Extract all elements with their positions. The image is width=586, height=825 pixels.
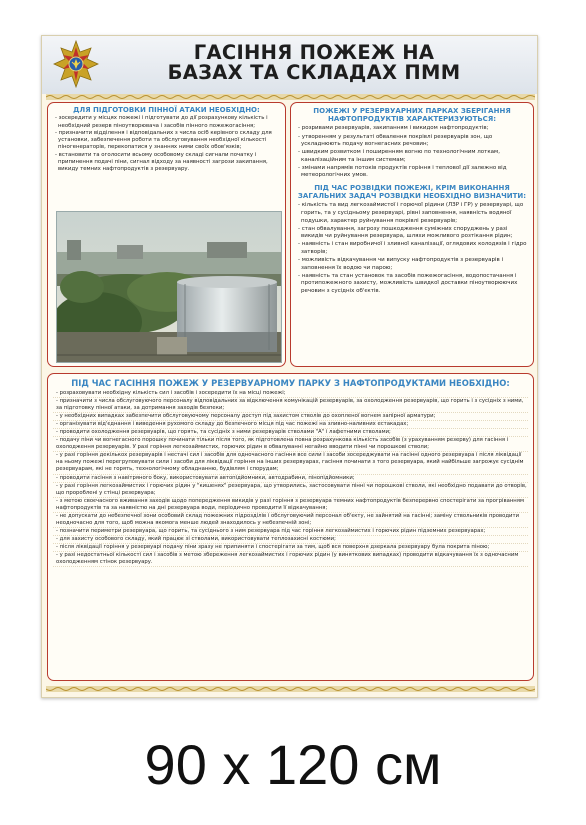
oil-tank-photo — [56, 211, 282, 363]
top-ornament — [46, 94, 535, 100]
list-item: - у разі горіння декількох резервуарів і нестачі сил і засобів для одночасного гасіння все сили і засоби зосереджувати на гасінні одного резервуара і після ліквідації на ньому пожежі перегруповувати сили і засоби для ліквідації горіння на інших резервуарах, гасіння починати з того резервуара, який найбільше загрожує сусіднім резервуарам, які не горять, технологічному обладнанню, будівлям і спорудам; — [53, 452, 528, 474]
list-item: - наявність і стан виробничої і зливної каналізації, оглядових колодязів і гідро затворів; — [298, 241, 527, 256]
fire-characteristics-heading: ПОЖЕЖІ У РЕЗЕРВУАРНИХ ПАРКАХ ЗБЕРІГАННЯ НАФТОПРОДУКТІВ ХАРАКТЕРИЗУЮТЬСЯ: — [313, 107, 511, 124]
fire-characteristics-list — [291, 125, 533, 180]
list-item: - проводити охолодження резервуарів, що горять, та сусідніх з ними резервуарів стволами "А" і лафетними стволами; — [53, 429, 528, 437]
title-line-2: БАЗАХ ТА СКЛАДАХ ПММ — [167, 61, 461, 84]
foam-attack-section — [47, 102, 286, 367]
reconnaissance-list — [291, 202, 533, 295]
list-item: - подачу піни чи вогнегасного порошку починати тільки після того, як підготовлена повна розрахункова кількість засобів (з урахуванням резерву) для гасіння і охолодження резервуарів. У разі горіння легкозаймистих, горючих рідин в обвалуванні негайно вводити пінні чи порошкові стволи; — [53, 437, 528, 452]
list-item: - призначити з числа обслуговуючого персоналу відповідальних за відключення комунікацій резервуарів, за охолодження резервуарів, що горить і з сусідніх з ними, за підготовку пінної атаки, за дотримання заходів безпеки; — [53, 398, 528, 413]
list-item: - розривами резервуарів, закипанням і викидом нафтопродуктів; — [298, 125, 489, 132]
list-item: - наявність та стан установок та засобів пожежогасіння, водопостачання і протипожежного захисту, можливість швидкої доставки піноутворюючих речовин з сусідніх об'єктів. — [298, 272, 518, 294]
list-item: - після ліквідації горіння у резервуарі подачу піни зразу не припиняти і спостерігати за тим, щоб вся поверхня дзеркала резервуару була покрита піною; — [53, 544, 528, 552]
list-item: - встановити та оголосити всьому особовому складі сигнали початку і припинення подачі піни, сигнал відходу за наявності загрози закипання, викиду темних нафтопродуктів з резервуару. — [55, 151, 268, 173]
bottom-ornament — [46, 686, 535, 692]
cross-emblem-icon — [51, 39, 101, 89]
list-item: - розраховувати необхідну кількість сил і засобів і зосередити їх на місці пожежі; — [53, 390, 528, 398]
reconnaissance-heading: ПІД ЧАС РОЗВІДКИ ПОЖЕЖІ, КРІМ ВИКОНАННЯ ЗАГАЛЬНИХ ЗАДАЧ РОЗВІДКИ НЕОБХІДНО ВИЗНАЧИТИ: — [297, 184, 527, 201]
oil-tank-illustration — [57, 212, 282, 363]
list-item: - організувати від'єднання і виведення рухомого складу до безпечного місця під час пожежі на зливно-наливних естакадах; — [53, 421, 528, 429]
list-item: - призначити відділення і відповідальних з числа осіб керівного складу для установки, забезпечення роботи та обслуговування необхідної кількості піногенераторів, перекопатися у знаннях ними своїх обов'язків; — [55, 129, 272, 151]
list-item: - утворенням у результаті обвалення покрівлі резервуарів зон, що ускладнюють подачу вогнегасних речовин; — [298, 133, 493, 148]
list-item: - кількість та вид легкозаймистої і горючої рідини (ЛЗР і ГР) у резервуарі, що горить, та у сусідньому резервуарі, рівні заповнення, наявність водяної подушки, характер руйнування покрівлі резервуарів; — [298, 202, 524, 224]
list-item: - швидким розвитком і поширенням вогню по технологічним лоткам, каналізаційним та іншим системам; — [298, 149, 500, 163]
list-item: - змінами напрямів потоків продуктів горіння і теплової дії залежно від метеорологічних умов. — [298, 164, 507, 179]
list-item: - у разі горіння легкозаймистих і горючих рідин у "кишенях" резервуара, що утворились, застосовувати пінні чи порошкові стволи, які необхідно подавати до отворів, що пророблені у стінці резервуара; — [53, 483, 528, 498]
poster-header — [42, 36, 537, 94]
list-item: - проводити гасіння з навітряного боку, використовувати автопідйомники, автодрабини, пінопідйомники; — [53, 475, 528, 483]
title-line-1: ГАСІННЯ ПОЖЕЖ НА — [193, 41, 435, 64]
page-title — [104, 43, 524, 83]
list-item: - можливість відкачування чи випуску нафтопродуктів з резервуарів і заповнення їх водою чи парою; — [298, 257, 504, 271]
foam-attack-list — [48, 115, 285, 173]
poster — [41, 35, 538, 698]
foam-attack-heading: ДЛЯ ПІДГОТОВКИ ПІННОЇ АТАКИ НЕОБХІДНО: — [73, 106, 260, 114]
list-item: - у необхідних випадках забезпечити обслуговуючому персоналу доступ під захистом стволів до охопленої вогнем запірної арматури; — [53, 413, 528, 421]
list-item: - з метою своєчасного вживання заходів щодо попередження викидів у разі горіння з резервуара темних нафтопродуктів безперервно спостерігати за прогріванням нафтопродуктів та за наявністю на дні резервуара води, періодично проводити її відкачування; — [53, 498, 528, 513]
list-item: - не допускати до небезпечної зони особовий склад пожежних підрозділів і обслуговуючий персонал об'єкту, не зайнятий на гасінні; заміну ствольників проводити неодночасно для того, щоб можна якомога менше людей знаходилось у небезпечній зоні; — [53, 513, 528, 528]
fire-characteristics-section — [290, 102, 534, 367]
list-item: - позначити периметри резервуара, що горить, та сусіднього з ним резервуара під час горіння легкозаймистих і горючих рідин підземних резервуарах; — [53, 528, 528, 536]
extinguishing-section — [47, 373, 534, 681]
list-item: - зосередити у місцях пожежі і підготувати до дії розрахункову кількість і необхідний резерв піноутворювача і засобів пінного пожежогасіння; — [55, 115, 268, 129]
list-item: - для захисту особового складу, який працює зі стволами, використовувати теплозахисні костюми; — [53, 536, 528, 544]
list-item: - у разі недостатньої кількості сил і засобів з метою збереження легкозаймистих і горючих рідин (у виняткових випадках) проводити відкачування їх з одночасним охолодженням стінок резервуару. — [53, 552, 528, 567]
extinguishing-heading: ПІД ЧАС ГАСІННЯ ПОЖЕЖ У РЕЗЕРВУАРНОМУ ПАРКУ З НАФТОПРОДУКТАМИ НЕОБХІДНО: — [71, 378, 510, 388]
extinguishing-list — [48, 390, 533, 567]
list-item: - стан обвалування, загрозу пошкодження суміжних споруджень у разі викидів чи руйнування резервуара, шляхи можливого розтікання рідин; — [298, 225, 513, 240]
size-label: 90 х 120 см — [144, 733, 442, 796]
